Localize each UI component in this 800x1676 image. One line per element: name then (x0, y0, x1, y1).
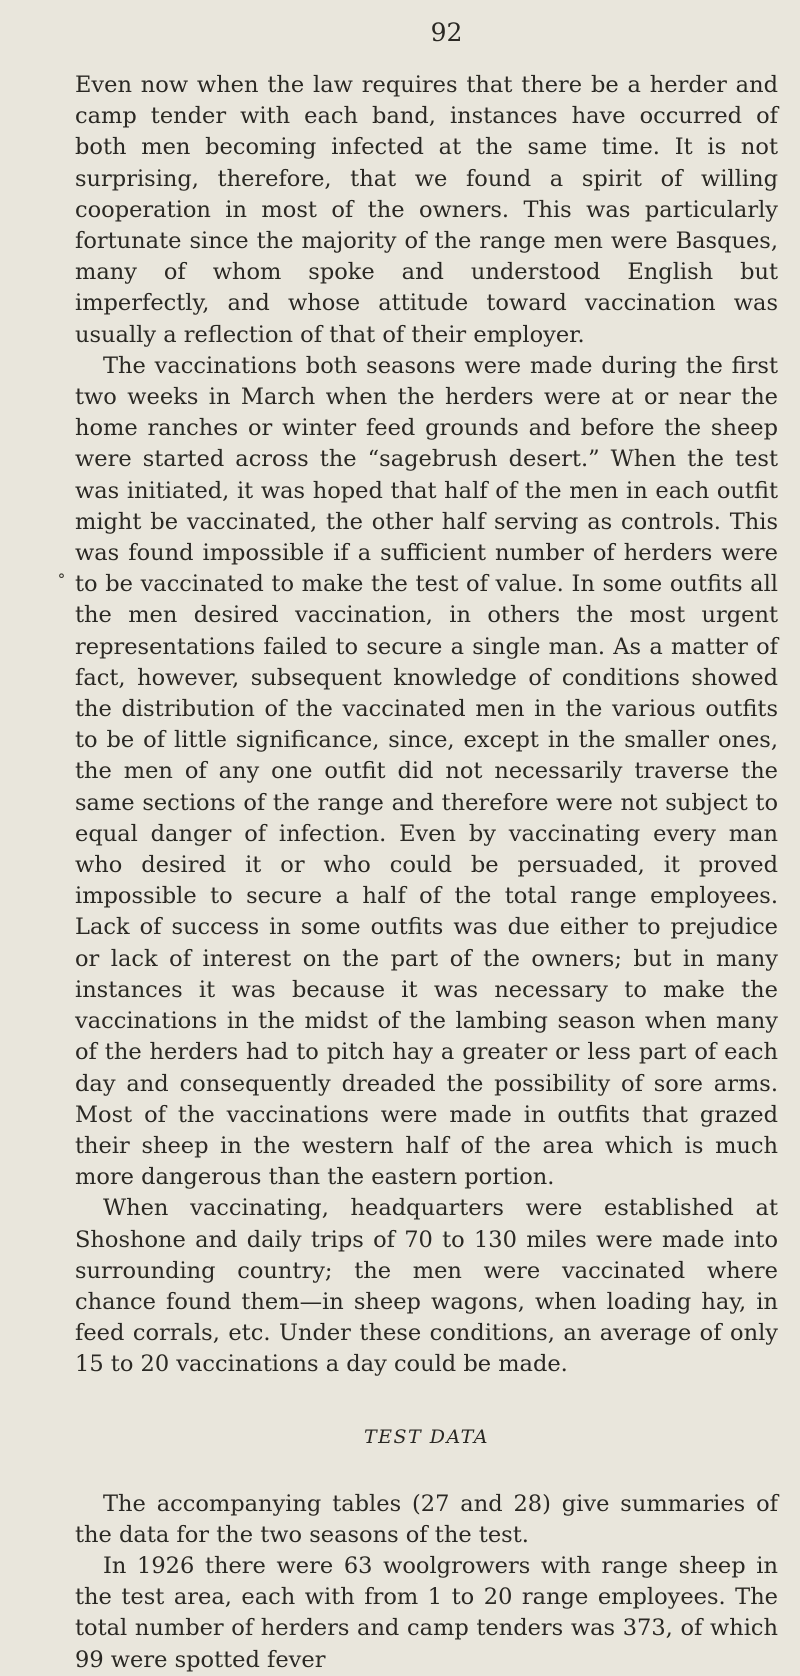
paragraph-1926-data: In 1926 there were 63 woolgrowers with range sheep in the test area, each with from 1 to 20 range employees. The total number of herders and camp tenders was 373, of which 99 were spotted fever (75, 1552, 778, 1673)
paragraph-headquarters: When vaccinating, headquarters were established at Shoshone and daily trips of 70 to 130 miles were made into surrounding country; the men were vaccinated where chance found them—in sheep wagons, when loading hay, in feed corrals, etc. Under these conditions, an average of only 15 to 20 vaccinations a day could be made. (75, 1195, 778, 1378)
margin-mark: ˚ (57, 573, 66, 594)
paragraph-herder-cooperation: Even now when the law requires that there be a herder and camp tender with each band, instances have occurred of both men becoming infected at the same time. It is not surprising, therefore, that we found a spirit of willing cooperation in most of the owners. This was particularly fortunate since the majority of the range men were Basques, many of whom spoke and understood English but imperfectly, and whose attitude toward vaccination was usually a reflection of that of their employer. (75, 72, 778, 348)
section-heading: TEST DATA (363, 1425, 490, 1448)
page-number: 92 (430, 18, 463, 47)
paragraph-vaccination-timing: The vaccinations both seasons were made during the first two weeks in March when the herders were at or near the home ranches or winter feed grounds and before the sheep were started across the “sagebrush desert.” When the test was initiated, it was hoped that half of the men in each outfit might be vaccinated, the other half serving as controls. This was found impossible if a sufficient number of herders were to be vaccinated to make the test of value. In some outfits all the men desired vaccination, in others the most urgent representations failed to secure a single man. As a matter of fact, however, subsequent knowledge of conditions showed the distribution of the vaccinated men in the various outfits to be of little significance, since, except in the smaller ones, the men of any one outfit did not necessarily traverse the same sections of the range and therefore were not subject to equal danger of infection. Even by vaccinating every man who desired it or who could be persuaded, it proved impossible to secure a half of the total range employees. Lack of success in some outfits was due either to prejudice or lack of interest on the part of the owners; but in many instances it was because it was necessary to make the vaccinations in the midst of the lambing season when many of the herders had to pitch hay a greater or less part of each day and consequently dreaded the possibility of sore arms. Most of the vaccinations were made in outfits that grazed their sheep in the western half of the area which is much more dangerous than the eastern portion. (75, 352, 778, 1191)
paragraph-tables-summary: The accompanying tables (27 and 28) give summaries of the data for the two seasons of the test. (75, 1490, 778, 1548)
